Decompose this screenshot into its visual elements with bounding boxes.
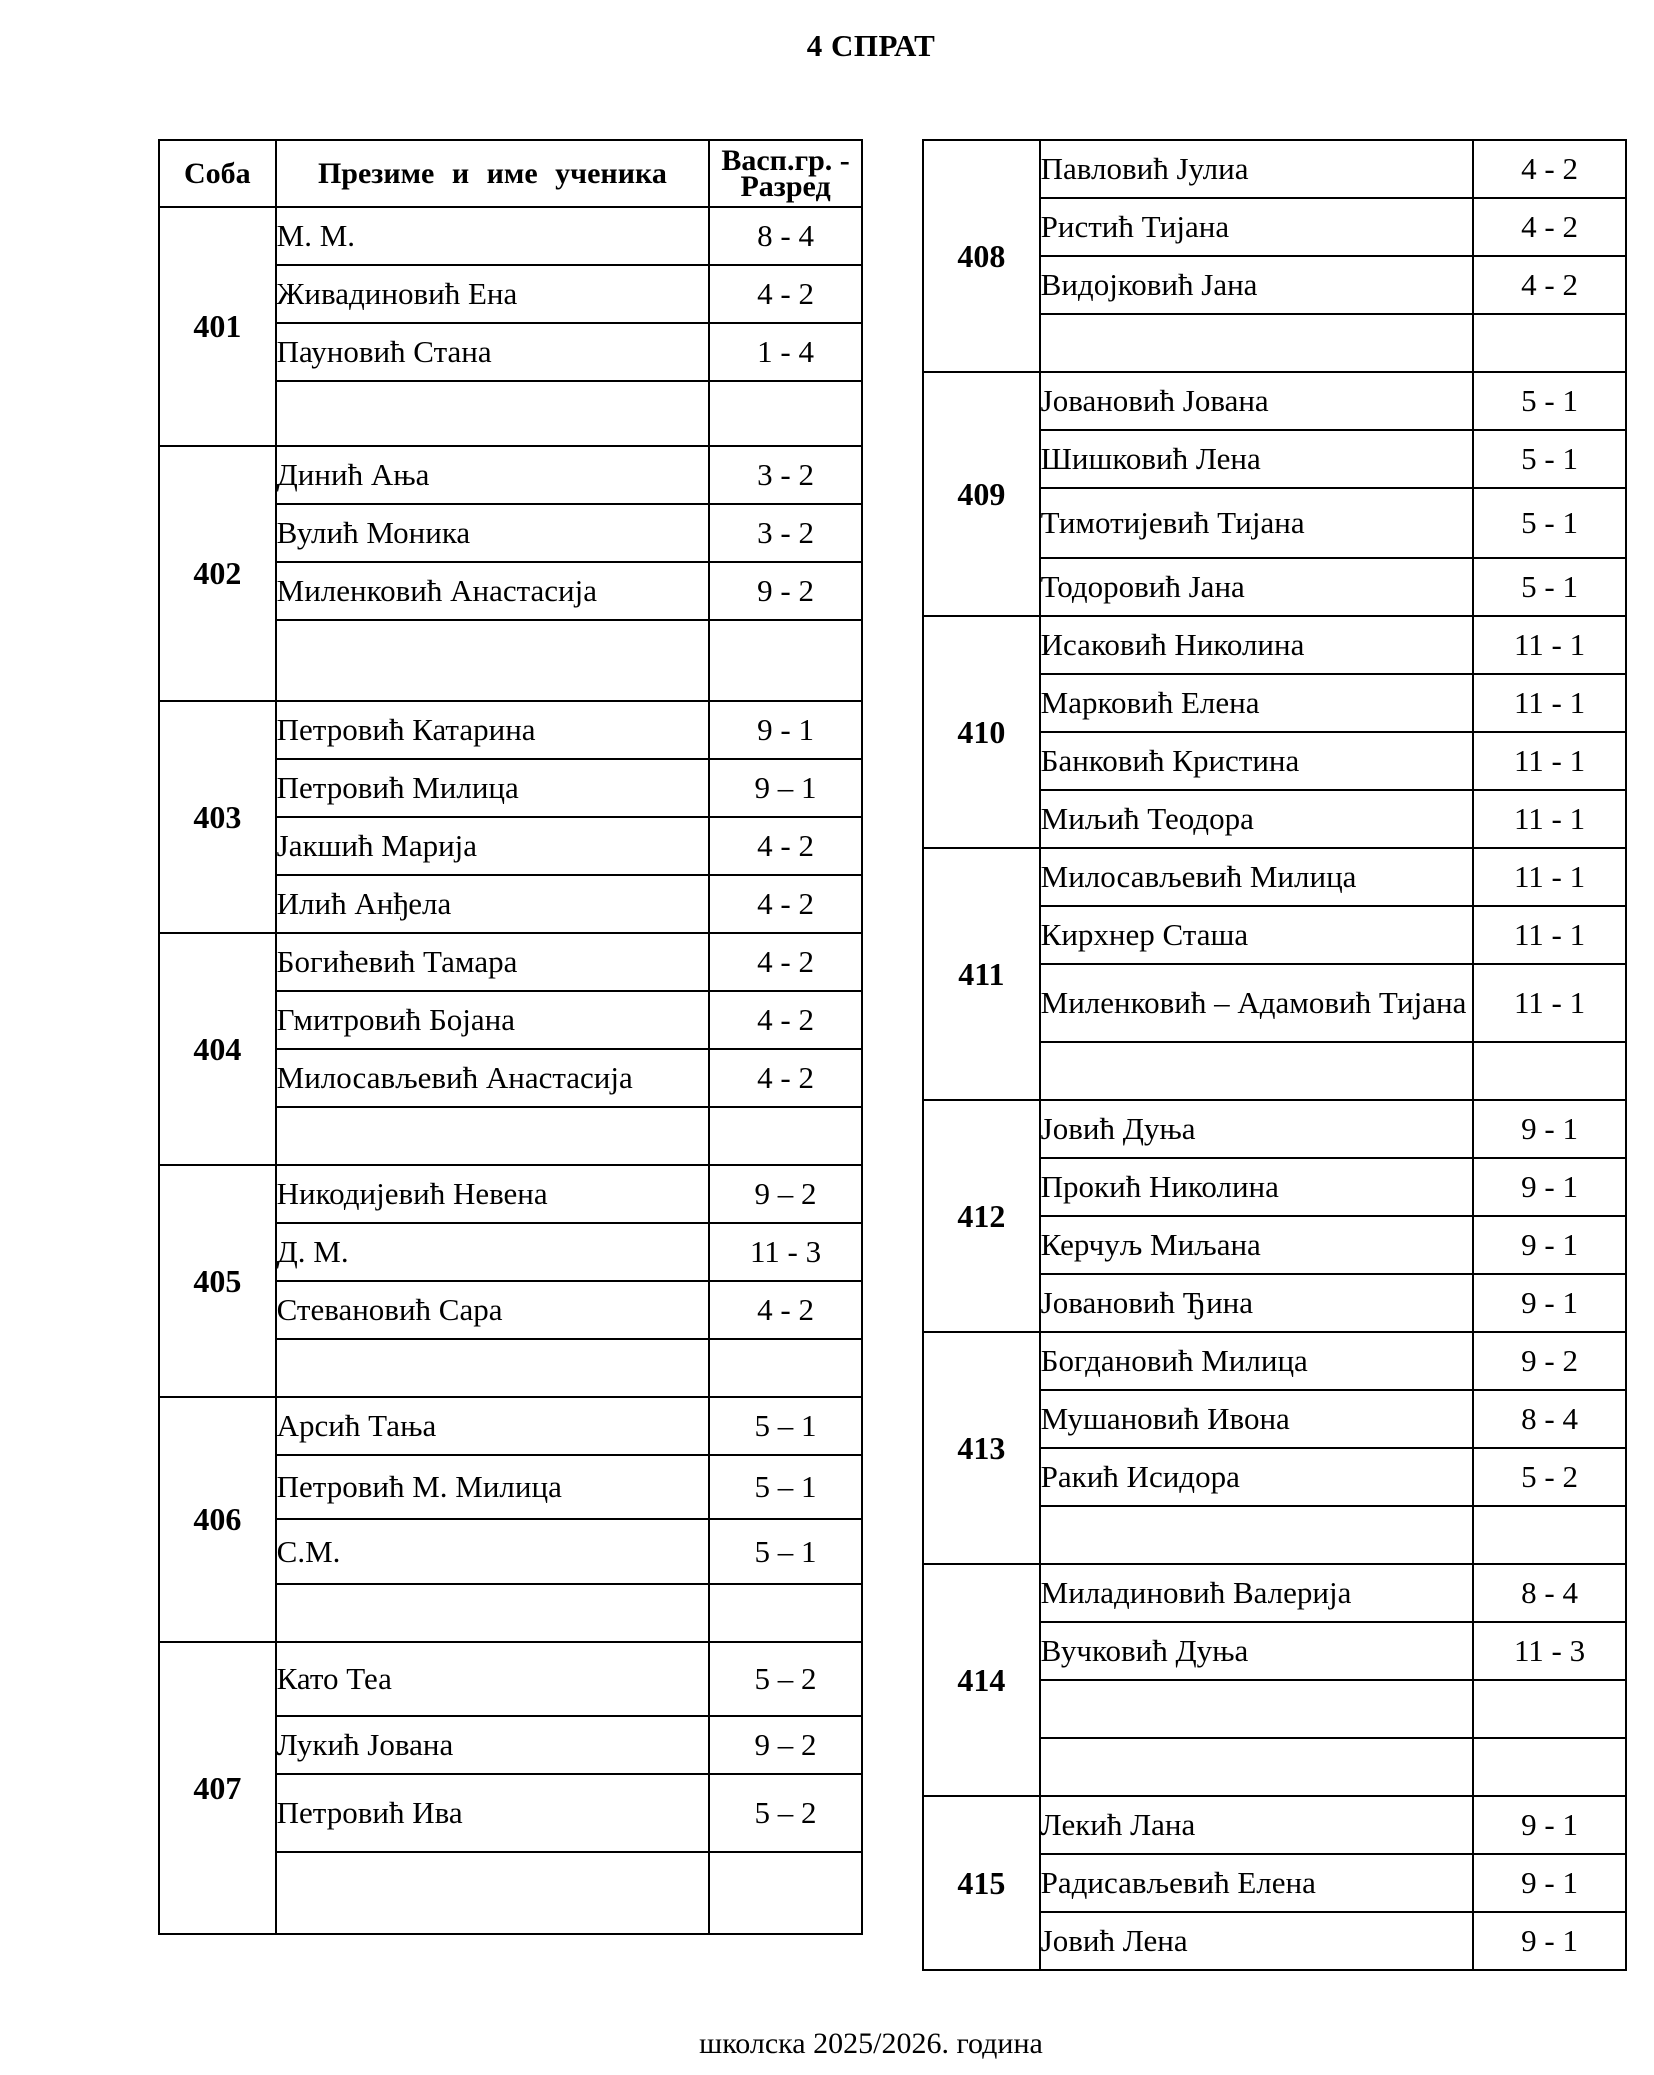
page-footer: школска 2025/2026. година (699, 2027, 1043, 2060)
student-name: Петровић Катарина (276, 701, 709, 759)
student-class: 8 - 4 (1473, 1564, 1626, 1622)
page-title: 4 СПРАТ (806, 28, 936, 63)
student-name: Павловић Јулиа (1040, 140, 1473, 198)
student-name (1040, 314, 1473, 372)
table-row (923, 372, 1626, 430)
student-class: 3 - 2 (709, 446, 862, 504)
student-class (1473, 1506, 1626, 1564)
student-name: М. М. (276, 207, 709, 265)
room-number: 407 (159, 1642, 276, 1934)
student-name: Миладиновић Валерија (1040, 1564, 1473, 1622)
student-class: 9 - 2 (1473, 1332, 1626, 1390)
name-column-header: Презиме и име ученика (276, 140, 709, 207)
student-class (1473, 1738, 1626, 1796)
student-class: 9 - 1 (1473, 1158, 1626, 1216)
rooms-table-left-body (159, 207, 862, 1934)
table-row (159, 1165, 862, 1223)
student-class: 9 - 1 (1473, 1216, 1626, 1274)
student-name: Ракић Исидора (1040, 1448, 1473, 1506)
student-name: Лукић Јована (276, 1716, 709, 1774)
student-class: 4 - 2 (1473, 140, 1626, 198)
room-number: 409 (923, 372, 1040, 616)
table-row (923, 616, 1626, 674)
student-class: 9 - 1 (1473, 1912, 1626, 1970)
student-name: Керчуљ Миљана (1040, 1216, 1473, 1274)
student-name: С.М. (276, 1519, 709, 1584)
student-name: Милосављевић Анастасија (276, 1049, 709, 1107)
room-number: 412 (923, 1100, 1040, 1332)
student-class: 4 - 2 (709, 1049, 862, 1107)
student-name: Јовић Дуња (1040, 1100, 1473, 1158)
room-number: 411 (923, 848, 1040, 1100)
student-class: 9 – 2 (709, 1716, 862, 1774)
student-class: 5 - 1 (1473, 430, 1626, 488)
student-class: 5 – 1 (709, 1397, 862, 1455)
student-name: Като Теа (276, 1642, 709, 1716)
room-number: 414 (923, 1564, 1040, 1796)
student-name: Богићевић Тамара (276, 933, 709, 991)
student-name: Радисављевић Елена (1040, 1854, 1473, 1912)
student-class: 3 - 2 (709, 504, 862, 562)
student-class: 9 - 2 (709, 562, 862, 620)
student-name: Вулић Моника (276, 504, 709, 562)
student-class: 5 – 1 (709, 1455, 862, 1519)
rooms-table-right-body (923, 140, 1626, 1970)
student-name (276, 1584, 709, 1642)
student-name: Милосављевић Милица (1040, 848, 1473, 906)
room-column-header: Соба (159, 140, 276, 207)
class-column-header-line1: Васп.гр. - (721, 143, 850, 177)
student-name (276, 1339, 709, 1397)
room-number: 404 (159, 933, 276, 1165)
room-number: 406 (159, 1397, 276, 1642)
student-name: Јакшић Марија (276, 817, 709, 875)
student-name: Гмитровић Бојана (276, 991, 709, 1049)
room-number: 415 (923, 1796, 1040, 1970)
student-name: Јовић Лена (1040, 1912, 1473, 1970)
student-class (709, 1852, 862, 1934)
student-class (1473, 1042, 1626, 1100)
student-class: 9 - 1 (709, 701, 862, 759)
student-class: 11 - 1 (1473, 848, 1626, 906)
student-class: 5 – 2 (709, 1642, 862, 1716)
student-class: 11 - 1 (1473, 790, 1626, 848)
student-class: 11 - 3 (1473, 1622, 1626, 1680)
room-number: 402 (159, 446, 276, 701)
student-class (709, 1584, 862, 1642)
student-name (276, 1852, 709, 1934)
student-class: 11 - 3 (709, 1223, 862, 1281)
student-name (276, 381, 709, 446)
student-name: Илић Анђела (276, 875, 709, 933)
rooms-table-right (922, 139, 1627, 1971)
class-column-header (709, 140, 862, 207)
student-name: Пауновић Стана (276, 323, 709, 381)
student-class: 9 - 1 (1473, 1796, 1626, 1854)
table-row (923, 1332, 1626, 1390)
student-class: 9 – 1 (709, 759, 862, 817)
room-number: 413 (923, 1332, 1040, 1564)
student-name: Петровић М. Милица (276, 1455, 709, 1519)
table-row (159, 1397, 862, 1455)
student-class: 1 - 4 (709, 323, 862, 381)
rooms-table-left (158, 139, 863, 1935)
student-name: Тимотијевић Тијана (1040, 488, 1473, 558)
student-name: Миленковић Анастасија (276, 562, 709, 620)
student-name: Банковић Кристина (1040, 732, 1473, 790)
student-class (1473, 314, 1626, 372)
student-name: Вучковић Дуња (1040, 1622, 1473, 1680)
student-class (709, 1107, 862, 1165)
student-name: Никодијевић Невена (276, 1165, 709, 1223)
student-name (276, 620, 709, 701)
student-name: Живадиновић Ена (276, 265, 709, 323)
student-class: 8 - 4 (1473, 1390, 1626, 1448)
student-name (1040, 1042, 1473, 1100)
student-name: Богдановић Милица (1040, 1332, 1473, 1390)
student-class: 9 - 1 (1473, 1274, 1626, 1332)
student-class: 4 - 2 (709, 933, 862, 991)
student-name: Шишковић Лена (1040, 430, 1473, 488)
student-class: 5 - 1 (1473, 372, 1626, 430)
student-name: Миљић Теодора (1040, 790, 1473, 848)
student-class: 5 - 2 (1473, 1448, 1626, 1506)
student-class: 5 - 1 (1473, 558, 1626, 616)
student-class: 4 - 2 (1473, 256, 1626, 314)
table-row (159, 446, 862, 504)
class-column-header-line2: Разред (740, 169, 831, 203)
student-name (276, 1107, 709, 1165)
student-name: Марковић Елена (1040, 674, 1473, 732)
student-name: Видојковић Јана (1040, 256, 1473, 314)
student-name: Јовановић Јована (1040, 372, 1473, 430)
student-class: 4 - 2 (709, 817, 862, 875)
student-class (709, 620, 862, 701)
student-name: Кирхнер Сташа (1040, 906, 1473, 964)
student-name (1040, 1506, 1473, 1564)
student-name: Јовановић Ђина (1040, 1274, 1473, 1332)
student-class: 11 - 1 (1473, 906, 1626, 964)
room-number: 410 (923, 616, 1040, 848)
table-row (923, 140, 1626, 198)
student-class: 5 - 1 (1473, 488, 1626, 558)
student-class: 8 - 4 (709, 207, 862, 265)
student-class (1473, 1680, 1626, 1738)
student-class: 4 - 2 (1473, 198, 1626, 256)
student-name: Петровић Ива (276, 1774, 709, 1852)
room-number: 401 (159, 207, 276, 446)
student-class: 5 – 2 (709, 1774, 862, 1852)
student-class: 4 - 2 (709, 265, 862, 323)
student-name: Д. М. (276, 1223, 709, 1281)
student-name: Арсић Тања (276, 1397, 709, 1455)
table-row (923, 1564, 1626, 1622)
student-name (1040, 1738, 1473, 1796)
table-row (923, 1796, 1626, 1854)
student-class: 11 - 1 (1473, 616, 1626, 674)
student-name: Динић Ања (276, 446, 709, 504)
table-row (159, 933, 862, 991)
room-number: 408 (923, 140, 1040, 372)
student-class: 5 – 1 (709, 1519, 862, 1584)
student-class: 11 - 1 (1473, 964, 1626, 1042)
student-class: 11 - 1 (1473, 732, 1626, 790)
room-number: 403 (159, 701, 276, 933)
student-name: Ристић Тијана (1040, 198, 1473, 256)
table-row (923, 1100, 1626, 1158)
student-name: Лекић Лана (1040, 1796, 1473, 1854)
student-class: 9 – 2 (709, 1165, 862, 1223)
student-class: 4 - 2 (709, 991, 862, 1049)
table-row (159, 1642, 862, 1716)
table-row (159, 207, 862, 265)
student-class: 9 - 1 (1473, 1854, 1626, 1912)
student-name: Исаковић Николина (1040, 616, 1473, 674)
student-name: Прокић Николина (1040, 1158, 1473, 1216)
student-class: 4 - 2 (709, 1281, 862, 1339)
student-class: 11 - 1 (1473, 674, 1626, 732)
table-header-row (159, 140, 862, 207)
student-class: 9 - 1 (1473, 1100, 1626, 1158)
student-name: Миленковић – Адамовић Тијана (1040, 964, 1473, 1042)
student-name: Мушановић Ивона (1040, 1390, 1473, 1448)
table-row (159, 701, 862, 759)
student-name (1040, 1680, 1473, 1738)
student-name: Петровић Милица (276, 759, 709, 817)
student-name: Тодоровић Јана (1040, 558, 1473, 616)
student-class (709, 381, 862, 446)
room-number: 405 (159, 1165, 276, 1397)
student-class: 4 - 2 (709, 875, 862, 933)
student-name: Стевановић Сара (276, 1281, 709, 1339)
student-class (709, 1339, 862, 1397)
table-row (923, 848, 1626, 906)
